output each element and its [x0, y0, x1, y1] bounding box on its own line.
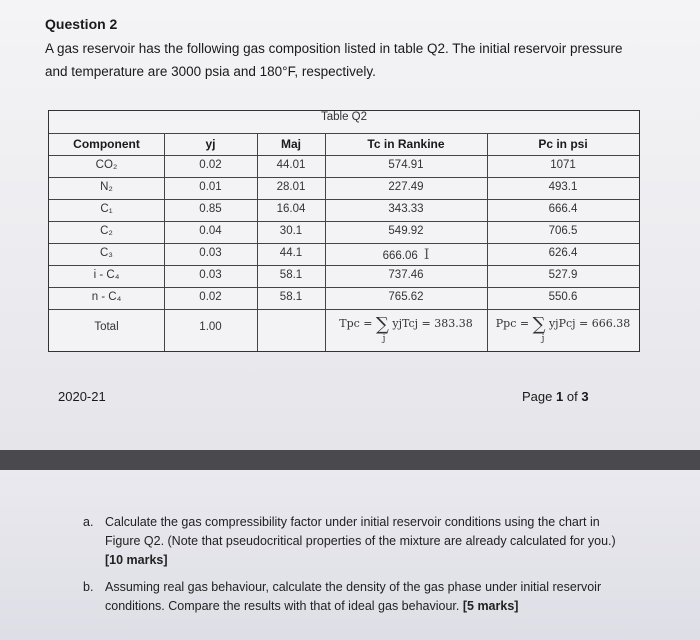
page-prefix: Page — [522, 389, 553, 404]
sub-question-line: Figure Q2. (Note that pseudocritical properties of the mixture are already calculated for you.) — [105, 534, 616, 548]
sub-question-b — [83, 578, 665, 616]
table-cell: n - C₄ — [91, 291, 122, 303]
sum-icon: ∑ — [532, 314, 546, 335]
page-of: of — [566, 389, 578, 404]
intro-line-1: A gas reservoir has the following gas composition listed in table Q2. The initial reservoir pressure — [45, 41, 623, 56]
table-cell: 227.49 — [388, 181, 424, 193]
table-cell: 58.1 — [279, 269, 303, 281]
header-yj: yj — [205, 137, 216, 151]
table-cell: 706.5 — [548, 225, 578, 237]
tpc-sum-index: j — [382, 334, 386, 344]
table-cell: 0.03 — [199, 269, 222, 281]
header-tc: Tc in Rankine — [367, 137, 445, 151]
question-intro — [45, 37, 665, 83]
table-cell: 58.1 — [279, 291, 303, 303]
header-component: Component — [73, 137, 140, 151]
gas-composition-table — [48, 110, 640, 352]
table-cell: 0.04 — [199, 225, 222, 237]
table-cell: 30.1 — [279, 225, 303, 237]
sub-question-marks: [5 marks] — [462, 599, 519, 613]
table-cell: 0.01 — [199, 181, 222, 193]
table-cell: i - C₄ — [93, 269, 120, 281]
table-cell: 765.62 — [388, 291, 424, 303]
table-cell: 549.92 — [388, 225, 424, 237]
page-current: 1 — [556, 389, 564, 404]
table-cell: 0.02 — [199, 159, 222, 171]
sub-question-line: Assuming real gas behaviour, calculate the density of the gas phase under initial reservoir — [105, 580, 602, 594]
table-cell: 0.03 — [199, 247, 222, 259]
ppc-lhs: Ppc = — [495, 317, 530, 330]
ppc-sum-index: j — [541, 334, 545, 344]
table-cell-with-cursor — [325, 247, 487, 263]
total-label: Total — [94, 321, 119, 333]
table-cell: 0.02 — [199, 291, 222, 303]
table-cell: C₂ — [100, 225, 113, 237]
table-cell: 493.1 — [548, 181, 578, 193]
table-cell: 666.4 — [548, 203, 578, 215]
page-gap — [0, 450, 700, 470]
table-cell: 44.01 — [276, 159, 306, 171]
table-cell: 1071 — [550, 159, 576, 171]
tpc-rhs: yjTcj = 383.38 — [392, 317, 473, 330]
sub-question-line-with-marks — [105, 597, 665, 616]
table-cell: 574.91 — [388, 159, 424, 171]
ppc-rhs: yjPcj = 666.38 — [548, 317, 631, 330]
sub-question-label: b. — [83, 580, 94, 594]
intro-line-2: and temperature are 3000 psia and 180°F, respectively. — [45, 64, 376, 79]
table-cell: C₁ — [100, 203, 113, 215]
header-maj: Maj — [280, 137, 301, 151]
table-cell: 626.4 — [548, 247, 578, 259]
table-cell: C₃ — [100, 247, 113, 259]
table-cell: 28.01 — [276, 181, 306, 193]
table-cell: 16.04 — [276, 203, 306, 215]
table-cell: 44.1 — [279, 247, 303, 259]
ppc-formula — [487, 314, 639, 343]
table-caption: Table Q2 — [320, 111, 368, 123]
table-cell: 343.33 — [388, 203, 424, 215]
table-cell: 737.46 — [388, 269, 424, 281]
header-pc: Pc in psi — [538, 137, 588, 151]
table-cell: 527.9 — [548, 269, 578, 281]
sub-question-marks: [10 marks] — [105, 553, 168, 567]
sum-icon: ∑ — [376, 314, 389, 335]
sub-question-a — [83, 513, 665, 570]
text-cursor-icon: I — [423, 247, 430, 263]
total-y-sum: 1.00 — [199, 321, 222, 333]
sub-question-label: a. — [83, 515, 94, 529]
tpc-lhs: Tpc = — [339, 317, 373, 330]
sub-question-line: conditions. Compare the results with that of ideal gas behaviour. — [105, 599, 460, 613]
page-number — [522, 389, 589, 404]
sub-question-line: Calculate the gas compressibility factor under initial reservoir conditions using the chart in — [105, 515, 600, 529]
academic-year: 2020-21 — [58, 389, 106, 404]
page-total: 3 — [581, 389, 589, 404]
table-cell: 666.06 — [382, 250, 418, 262]
table-cell: N₂ — [100, 181, 113, 193]
table-cell: CO₂ — [95, 159, 118, 171]
table-cell: 550.6 — [548, 291, 578, 303]
question-title: Question 2 — [45, 16, 118, 32]
table-cell: 0.85 — [199, 203, 222, 215]
